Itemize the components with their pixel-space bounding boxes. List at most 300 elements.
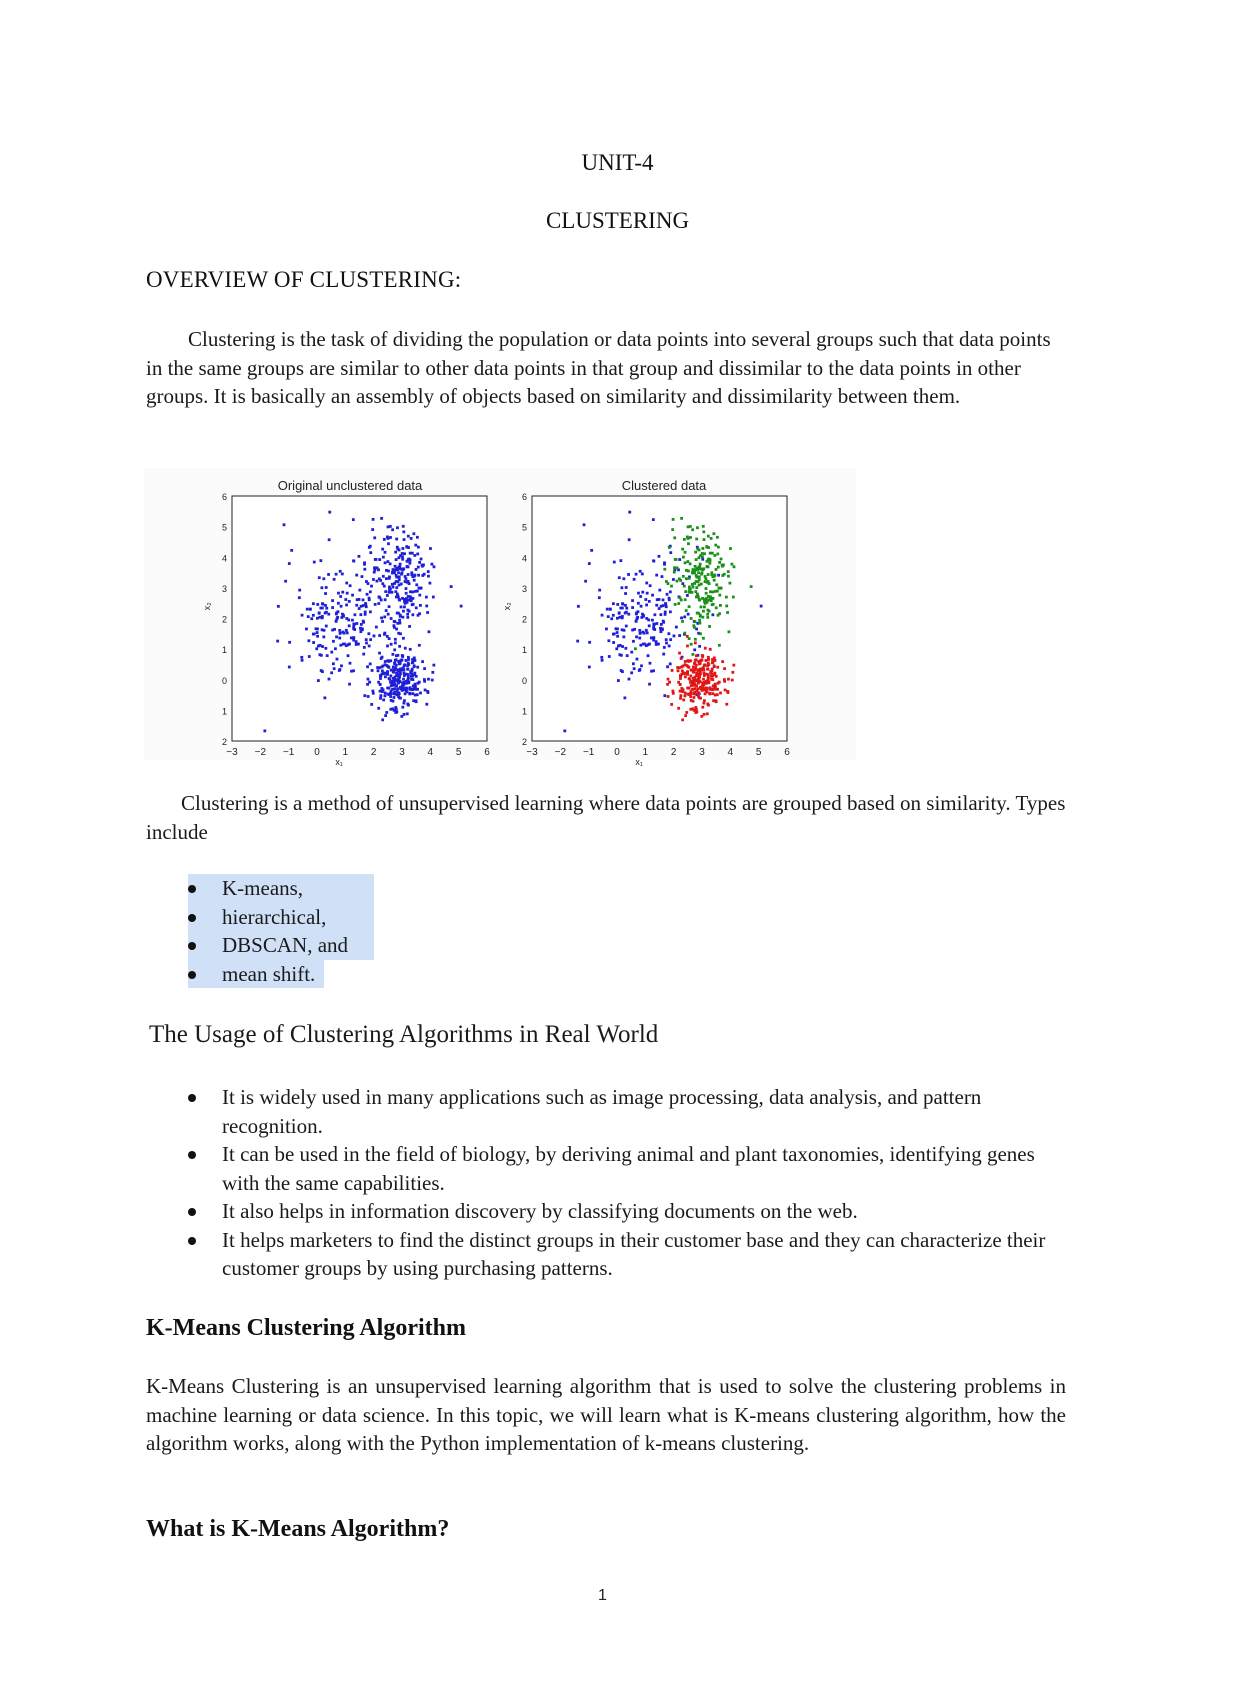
data-point: [389, 525, 392, 528]
data-point: [698, 556, 701, 559]
data-point: [417, 566, 420, 569]
data-point: [711, 658, 714, 661]
data-point: [677, 707, 680, 710]
data-point: [305, 628, 308, 631]
data-point: [650, 670, 653, 673]
data-point: [681, 620, 684, 623]
data-point: [450, 585, 453, 588]
data-point: [308, 655, 311, 658]
x-tick-label: 2: [670, 747, 677, 758]
data-point: [391, 591, 394, 594]
plot-title: Clustered data: [621, 478, 707, 493]
data-point: [699, 662, 702, 665]
data-point: [711, 692, 714, 695]
data-point: [388, 591, 391, 594]
data-point: [415, 583, 418, 586]
data-point: [411, 613, 414, 616]
data-point: [414, 659, 417, 662]
data-point: [698, 549, 701, 552]
data-point: [639, 632, 642, 635]
data-point: [687, 570, 690, 573]
data-point: [686, 673, 689, 676]
data-point: [632, 662, 635, 665]
data-point: [363, 694, 366, 697]
data-point: [627, 613, 630, 616]
data-point: [384, 551, 387, 554]
data-point: [731, 671, 734, 674]
data-point: [691, 528, 694, 531]
data-point: [709, 686, 712, 689]
data-point: [364, 603, 367, 606]
data-point: [708, 625, 711, 628]
data-point: [631, 606, 634, 609]
data-point: [682, 672, 685, 675]
data-point: [393, 662, 396, 665]
data-point: [701, 654, 704, 657]
data-point: [421, 660, 424, 663]
y-tick-label: 2: [521, 737, 527, 747]
data-point: [401, 558, 404, 561]
data-point: [706, 668, 709, 671]
data-point: [635, 573, 638, 576]
data-point: [698, 696, 701, 699]
data-point: [643, 643, 646, 646]
data-point: [718, 561, 721, 564]
data-point: [405, 587, 408, 590]
x-axis-label: x₁: [335, 757, 343, 767]
y-axis-label: x₂: [202, 602, 212, 611]
data-point: [379, 694, 382, 697]
data-point: [391, 583, 394, 586]
data-point: [684, 561, 687, 564]
data-point: [283, 523, 286, 526]
data-point: [645, 582, 648, 585]
data-point: [661, 627, 664, 630]
data-point: [649, 584, 652, 587]
data-point: [394, 693, 397, 696]
data-point: [417, 682, 420, 685]
data-point: [367, 695, 370, 698]
x-tick-label: 0: [614, 747, 620, 758]
data-point: [352, 559, 355, 562]
data-point: [403, 699, 406, 702]
data-point: [398, 575, 401, 578]
data-point: [348, 600, 351, 603]
data-point: [662, 599, 665, 602]
data-point: [386, 687, 389, 690]
data-point: [393, 671, 396, 674]
data-point: [323, 696, 326, 699]
data-point: [706, 703, 709, 706]
data-point: [618, 612, 621, 615]
data-point: [658, 607, 661, 610]
data-point: [674, 603, 677, 606]
data-point: [384, 675, 387, 678]
x-tick-label: 3: [699, 747, 705, 758]
y-tick-label: 4: [521, 553, 527, 564]
data-point: [406, 664, 409, 667]
data-point: [652, 518, 655, 521]
data-point: [691, 688, 694, 691]
data-point: [716, 666, 719, 669]
data-point: [306, 608, 309, 611]
data-point: [407, 681, 410, 684]
x-tick-label: 6: [784, 747, 790, 758]
data-point: [679, 675, 682, 678]
data-point: [652, 636, 655, 639]
data-point: [665, 580, 668, 583]
data-point: [683, 585, 686, 588]
data-point: [420, 587, 423, 590]
x-tick-label: −1: [282, 747, 295, 758]
data-point: [362, 599, 365, 602]
data-point: [697, 612, 700, 615]
data-point: [683, 538, 686, 541]
data-point: [320, 586, 323, 589]
data-point: [412, 603, 415, 606]
data-point: [348, 624, 351, 627]
usage-heading: The Usage of Clustering Algorithms in Real World: [149, 1021, 659, 1048]
data-point: [318, 616, 321, 619]
data-point: [698, 645, 701, 648]
data-point: [637, 602, 640, 605]
data-point: [402, 667, 405, 670]
data-point: [398, 696, 401, 699]
data-point: [378, 652, 381, 655]
data-point: [377, 669, 380, 672]
data-point: [677, 681, 680, 684]
data-point: [402, 610, 405, 613]
whatis-heading: What is K-Means Algorithm?: [146, 1516, 450, 1542]
data-point: [717, 546, 720, 549]
data-point: [290, 549, 293, 552]
data-point: [679, 596, 682, 599]
data-point: [652, 626, 655, 629]
data-point: [695, 654, 698, 657]
data-point: [714, 683, 717, 686]
data-point: [394, 679, 397, 682]
data-point: [692, 568, 695, 571]
data-point: [716, 693, 719, 696]
data-point: [621, 670, 624, 673]
data-point: [688, 605, 691, 608]
overview-paragraph: Clustering is the task of dividing the population or data points into several groups such that data points in the same groups are similar to other data points in that group and dissimilar to the data points in other groups. It is basically an assembly of objects based on similarity and dissimilarity between them.: [146, 327, 1051, 408]
data-point: [321, 615, 324, 618]
data-point: [706, 581, 709, 584]
data-point: [339, 632, 342, 635]
x-tick-label: 2: [370, 747, 377, 758]
data-point: [352, 518, 355, 521]
data-point: [655, 643, 658, 646]
data-point: [325, 625, 328, 628]
data-point: [707, 673, 710, 676]
data-point: [331, 606, 334, 609]
data-point: [370, 585, 373, 588]
data-point: [725, 605, 728, 608]
data-point: [398, 584, 401, 587]
data-point: [682, 575, 685, 578]
data-point: [313, 561, 316, 564]
data-point: [696, 526, 699, 529]
data-point: [431, 671, 434, 674]
data-point: [298, 596, 301, 599]
data-point: [713, 672, 716, 675]
data-point: [644, 598, 647, 601]
data-point: [601, 614, 604, 617]
data-point: [318, 612, 321, 615]
data-point: [691, 707, 694, 710]
data-point: [638, 637, 641, 640]
data-point: [364, 611, 367, 614]
data-point: [651, 594, 654, 597]
data-point: [605, 628, 608, 631]
x-tick-label: 4: [727, 747, 734, 758]
data-point: [703, 663, 706, 666]
data-point: [332, 640, 335, 643]
data-point: [398, 598, 401, 601]
y-tick-label: 0: [521, 675, 527, 686]
data-point: [678, 666, 681, 669]
data-point: [617, 679, 620, 682]
data-point: [699, 622, 702, 625]
data-point: [630, 651, 633, 654]
data-point: [689, 588, 692, 591]
data-point: [359, 630, 362, 633]
data-point: [667, 678, 670, 681]
data-point: [409, 671, 412, 674]
data-point: [396, 526, 399, 529]
data-point: [358, 589, 361, 592]
data-point: [387, 542, 390, 545]
data-point: [588, 666, 591, 669]
data-point: [669, 551, 672, 554]
data-point: [288, 666, 291, 669]
list-item: mean shift.: [188, 960, 324, 989]
data-point: [337, 602, 340, 605]
data-point: [667, 632, 670, 635]
data-point: [655, 622, 658, 625]
data-point: [686, 645, 689, 648]
data-point: [399, 632, 402, 635]
data-point: [682, 699, 685, 702]
data-point: [397, 580, 400, 583]
data-point: [339, 595, 342, 598]
data-point: [695, 586, 698, 589]
data-point: [403, 663, 406, 666]
data-point: [651, 619, 654, 622]
clustering-figure: [144, 468, 856, 767]
data-point: [418, 594, 421, 597]
data-point: [707, 565, 710, 568]
data-point: [313, 633, 316, 636]
x-axis-label: x₁: [635, 757, 643, 767]
data-point: [637, 592, 640, 595]
data-point: [694, 620, 697, 623]
data-point: [411, 678, 414, 681]
data-point: [693, 662, 696, 665]
data-point: [631, 599, 634, 602]
data-point: [363, 568, 366, 571]
data-point: [381, 620, 384, 623]
data-point: [733, 565, 736, 568]
data-point: [401, 547, 404, 550]
data-point: [663, 646, 666, 649]
bullet-icon: [188, 885, 196, 893]
data-point: [411, 692, 414, 695]
data-point: [325, 611, 328, 614]
data-point: [563, 729, 566, 732]
x-tick-label: 3: [399, 747, 405, 758]
y-axis-label: x₂: [502, 602, 512, 611]
data-point: [335, 635, 338, 638]
data-point: [665, 605, 668, 608]
data-point: [659, 613, 662, 616]
data-point: [325, 586, 328, 589]
data-point: [709, 595, 712, 598]
data-point: [707, 677, 710, 680]
data-point: [692, 677, 695, 680]
data-point: [403, 606, 406, 609]
data-point: [712, 603, 715, 606]
data-point: [395, 708, 398, 711]
data-point: [377, 602, 380, 605]
x-tick-label: 5: [455, 747, 462, 758]
data-point: [394, 667, 397, 670]
data-point: [402, 525, 405, 528]
data-point: [615, 627, 618, 630]
data-point: [429, 547, 432, 550]
data-point: [369, 551, 372, 554]
data-point: [373, 571, 376, 574]
data-point: [321, 607, 324, 610]
data-point: [385, 577, 388, 580]
data-point: [636, 658, 639, 661]
data-point: [666, 593, 669, 596]
plot-frame: [532, 496, 787, 741]
data-point: [691, 668, 694, 671]
data-point: [406, 581, 409, 584]
data-point: [707, 681, 710, 684]
data-point: [641, 591, 644, 594]
data-point: [355, 604, 358, 607]
list-item: It helps marketers to find the distinct groups in their customer base and they can characterize their customer groups by using purchasing patterns.: [146, 1226, 1046, 1283]
data-point: [384, 714, 387, 717]
data-point: [710, 573, 713, 576]
data-point: [401, 654, 404, 657]
data-point: [639, 570, 642, 573]
data-point: [424, 689, 427, 692]
data-point: [328, 511, 331, 514]
data-point: [385, 711, 388, 714]
data-point: [397, 692, 400, 695]
data-point: [419, 604, 422, 607]
data-point: [379, 677, 382, 680]
data-point: [624, 604, 627, 607]
data-point: [333, 578, 336, 581]
data-point: [641, 573, 644, 576]
data-point: [310, 617, 313, 620]
data-point: [318, 653, 321, 656]
data-point: [351, 594, 354, 597]
data-point: [376, 580, 379, 583]
data-point: [423, 667, 426, 670]
data-point: [366, 665, 369, 668]
data-point: [697, 566, 700, 569]
data-point: [369, 590, 372, 593]
data-point: [701, 684, 704, 687]
list-item: DBSCAN, and: [188, 931, 374, 960]
data-point: [718, 644, 721, 647]
data-point: [616, 635, 619, 638]
data-point: [695, 658, 698, 661]
data-point: [715, 583, 718, 586]
y-tick-label: 3: [521, 583, 527, 594]
data-point: [701, 547, 704, 550]
data-point: [674, 558, 677, 561]
data-point: [645, 629, 648, 632]
data-point: [699, 632, 702, 635]
overview-heading: OVERVIEW OF CLUSTERING:: [146, 267, 462, 292]
data-point: [709, 648, 712, 651]
data-point: [706, 599, 709, 602]
data-point: [460, 605, 463, 608]
data-point: [703, 688, 706, 691]
data-point: [319, 559, 322, 562]
data-point: [685, 711, 688, 714]
data-point: [397, 612, 400, 615]
data-point: [716, 553, 719, 556]
data-point: [669, 610, 672, 613]
data-point: [410, 537, 413, 540]
data-point: [395, 658, 398, 661]
y-tick-label: 6: [221, 492, 227, 502]
data-point: [384, 598, 387, 601]
data-point: [713, 554, 716, 557]
data-point: [678, 652, 681, 655]
data-point: [368, 546, 371, 549]
data-point: [322, 577, 325, 580]
data-point: [698, 680, 701, 683]
data-point: [701, 682, 704, 685]
data-point: [704, 577, 707, 580]
data-point: [658, 589, 661, 592]
data-point: [669, 590, 672, 593]
data-point: [346, 631, 349, 634]
data-point: [400, 606, 403, 609]
data-point: [708, 562, 711, 565]
data-point: [387, 570, 390, 573]
data-point: [336, 658, 339, 661]
data-point: [331, 599, 334, 602]
data-point: [404, 647, 407, 650]
data-point: [677, 602, 680, 605]
data-point: [694, 642, 697, 645]
data-point: [708, 558, 711, 561]
data-point: [415, 688, 418, 691]
data-point: [349, 662, 352, 665]
data-point: [390, 692, 393, 695]
data-point: [364, 613, 367, 616]
data-point: [391, 688, 394, 691]
data-point: [390, 684, 393, 687]
data-point: [621, 628, 624, 631]
plot-title: Original unclustered data: [277, 478, 423, 493]
data-point: [369, 638, 372, 641]
data-point: [613, 561, 616, 564]
data-point: [685, 577, 688, 580]
data-point: [397, 566, 400, 569]
data-point: [353, 613, 356, 616]
